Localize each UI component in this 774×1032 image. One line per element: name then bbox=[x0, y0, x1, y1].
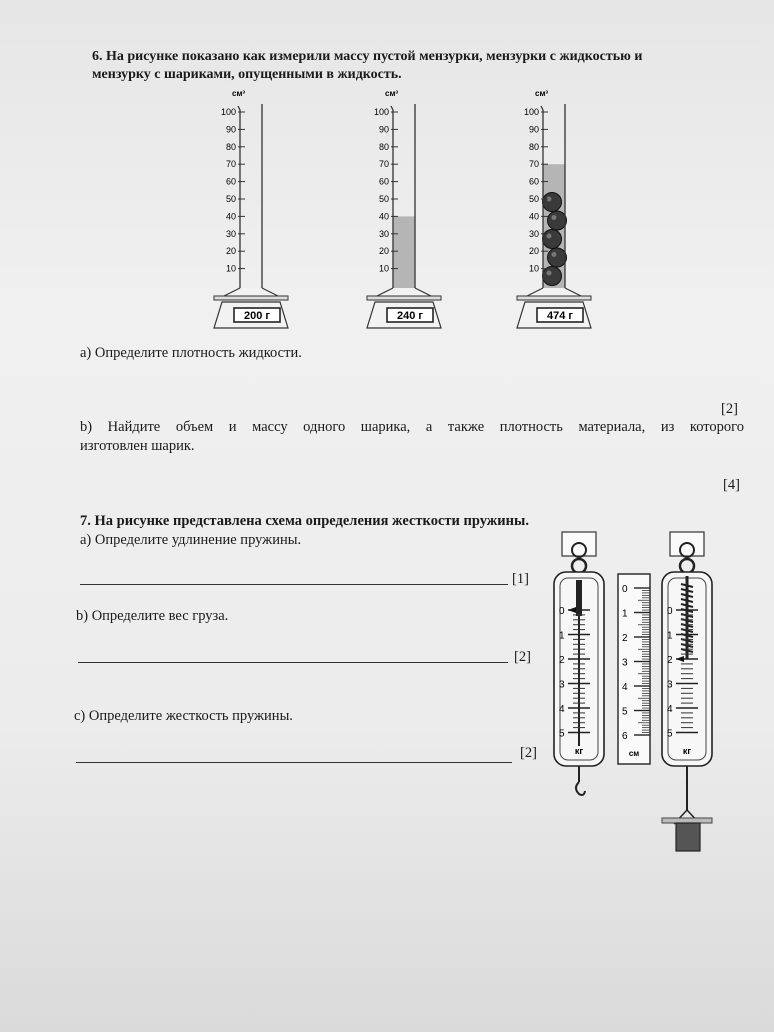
ball bbox=[548, 211, 567, 230]
scale-label: 60 bbox=[225, 176, 236, 187]
cylinder-unit-label: см³ bbox=[385, 89, 399, 98]
ball-highlight bbox=[547, 271, 552, 276]
top-hook-ring bbox=[572, 559, 586, 573]
scale-label: 70 bbox=[378, 159, 389, 170]
q7-part-b: b) Определите вес груза. bbox=[76, 608, 229, 624]
scale-label: 20 bbox=[225, 246, 236, 257]
liquid-fill bbox=[393, 216, 415, 288]
scale-label: 70 bbox=[225, 159, 236, 170]
scale-label: 30 bbox=[378, 228, 389, 239]
ruler-scale-label: 6 bbox=[622, 731, 628, 742]
balance-plate bbox=[367, 296, 441, 300]
scale-label: 10 bbox=[528, 263, 539, 274]
q7-part-b-answer-line[interactable] bbox=[78, 662, 508, 663]
mass-reading: 240 г bbox=[397, 310, 423, 322]
mass-reading: 474 г bbox=[547, 310, 573, 322]
scale-label: 30 bbox=[225, 228, 236, 239]
spring-dynamometers-figure bbox=[546, 526, 736, 856]
q6-part-b-line2: изготовлен шарик. bbox=[80, 438, 195, 454]
scale-label: 80 bbox=[225, 141, 236, 152]
bottom-hook bbox=[576, 782, 585, 795]
dyn-scale-label: 2 bbox=[667, 655, 673, 666]
q7-part-a-answer-line[interactable] bbox=[80, 584, 508, 585]
ball bbox=[548, 248, 567, 267]
scale-label: 100 bbox=[373, 107, 389, 117]
q7-part-a: а) Определите удлинение пружины. bbox=[80, 532, 302, 548]
dyn-scale-label: 3 bbox=[667, 679, 673, 691]
cylinder-tube bbox=[238, 104, 262, 288]
dyn-unit-label: кг bbox=[574, 746, 584, 756]
mass-reading: 200 г bbox=[244, 310, 270, 322]
dyn-scale-label: 0 bbox=[667, 606, 673, 617]
scale-label: 40 bbox=[528, 211, 539, 222]
scale-label: 40 bbox=[378, 211, 389, 222]
ruler-scale-label: 5 bbox=[622, 706, 628, 718]
scale-label: 100 bbox=[220, 107, 236, 117]
measuring-cylinder-1 bbox=[214, 89, 288, 328]
ruler-scale-label: 1 bbox=[622, 608, 628, 620]
measuring-cylinders-figure bbox=[200, 84, 640, 342]
ruler bbox=[618, 574, 650, 764]
q7-heading: 7. На рисунке представлена схема определения жесткости пружины. bbox=[80, 513, 529, 529]
scale-label: 20 bbox=[528, 246, 539, 257]
cylinder-unit-label: см³ bbox=[535, 89, 549, 98]
scale-label: 90 bbox=[378, 124, 389, 135]
q6-heading-line2: мензурку с шариками, опущенными в жидкость. bbox=[92, 67, 402, 82]
scale-label: 60 bbox=[378, 176, 389, 187]
cylinder-foot bbox=[527, 288, 581, 296]
q6-part-a: а) Определите плотность жидкости. bbox=[80, 345, 302, 361]
dyn-scale-label: 5 bbox=[667, 728, 673, 740]
dyn-scale-label: 4 bbox=[667, 704, 673, 715]
ball bbox=[543, 267, 562, 286]
scale-label: 60 bbox=[528, 176, 539, 187]
ball bbox=[543, 230, 562, 249]
balance-plate bbox=[517, 296, 591, 300]
q7-part-c: с) Определите жесткость пружины. bbox=[74, 708, 293, 724]
load-top-plate bbox=[662, 818, 712, 823]
measuring-cylinder-2 bbox=[367, 89, 441, 328]
ball-highlight bbox=[552, 252, 557, 257]
ruler-scale-label: 3 bbox=[622, 657, 628, 669]
load-weight bbox=[676, 823, 700, 851]
scale-label: 80 bbox=[528, 141, 539, 152]
scale-label: 20 bbox=[378, 246, 389, 257]
scale-label: 80 bbox=[378, 141, 389, 152]
scale-label: 10 bbox=[225, 263, 236, 274]
ruler-scale-label: 0 bbox=[622, 584, 628, 595]
cylinder-foot bbox=[377, 288, 431, 296]
scale-label: 100 bbox=[523, 107, 539, 117]
ruler-unit-label: см bbox=[628, 749, 640, 758]
scale-label: 90 bbox=[528, 124, 539, 135]
top-hook-ring bbox=[680, 559, 694, 573]
balance-plate bbox=[214, 296, 288, 300]
ball bbox=[543, 193, 562, 212]
dyn-scale-label: 1 bbox=[559, 630, 565, 642]
scale-label: 40 bbox=[225, 211, 236, 222]
scale-label: 30 bbox=[528, 228, 539, 239]
dyn-scale-label: 0 bbox=[559, 606, 565, 617]
dynamometer-1 bbox=[554, 532, 604, 795]
scale-label: 50 bbox=[528, 194, 539, 204]
dyn-scale-label: 1 bbox=[667, 630, 673, 642]
q7-part-a-score: [1] bbox=[512, 571, 529, 587]
q6-part-b-score: [4] bbox=[723, 477, 740, 493]
scale-label: 70 bbox=[528, 159, 539, 170]
ruler-scale-label: 2 bbox=[622, 633, 628, 644]
q7-part-c-answer-line[interactable] bbox=[76, 762, 512, 763]
q6-heading-line1: 6. На рисунке показано как измерили массу пустой мензурки, мензурки с жидкостью и bbox=[92, 49, 643, 64]
q6-part-b-line1: b) Найдите объем и массу одного шарика, а также плотность материала, из которого bbox=[80, 419, 744, 435]
cylinder-unit-label: см³ bbox=[232, 89, 246, 98]
q7-part-b-score: [2] bbox=[514, 649, 531, 665]
scale-label: 50 bbox=[225, 194, 236, 204]
dyn-unit-label: кг bbox=[682, 746, 692, 756]
dyn-scale-label: 3 bbox=[559, 679, 565, 691]
cylinder-foot bbox=[224, 288, 278, 296]
dyn-scale-label: 5 bbox=[559, 728, 565, 740]
ball-highlight bbox=[552, 215, 557, 220]
dynamometer-2 bbox=[662, 532, 712, 851]
scale-label: 50 bbox=[378, 194, 389, 204]
dyn-scale-label: 4 bbox=[559, 704, 565, 715]
q6-part-a-score: [2] bbox=[721, 401, 738, 417]
dyn-scale-label: 2 bbox=[559, 655, 565, 666]
scale-label: 90 bbox=[225, 124, 236, 135]
scale-label: 10 bbox=[378, 263, 389, 274]
ruler-scale-label: 4 bbox=[622, 682, 628, 693]
q7-part-c-score: [2] bbox=[520, 745, 537, 761]
measuring-cylinder-3 bbox=[517, 89, 591, 328]
